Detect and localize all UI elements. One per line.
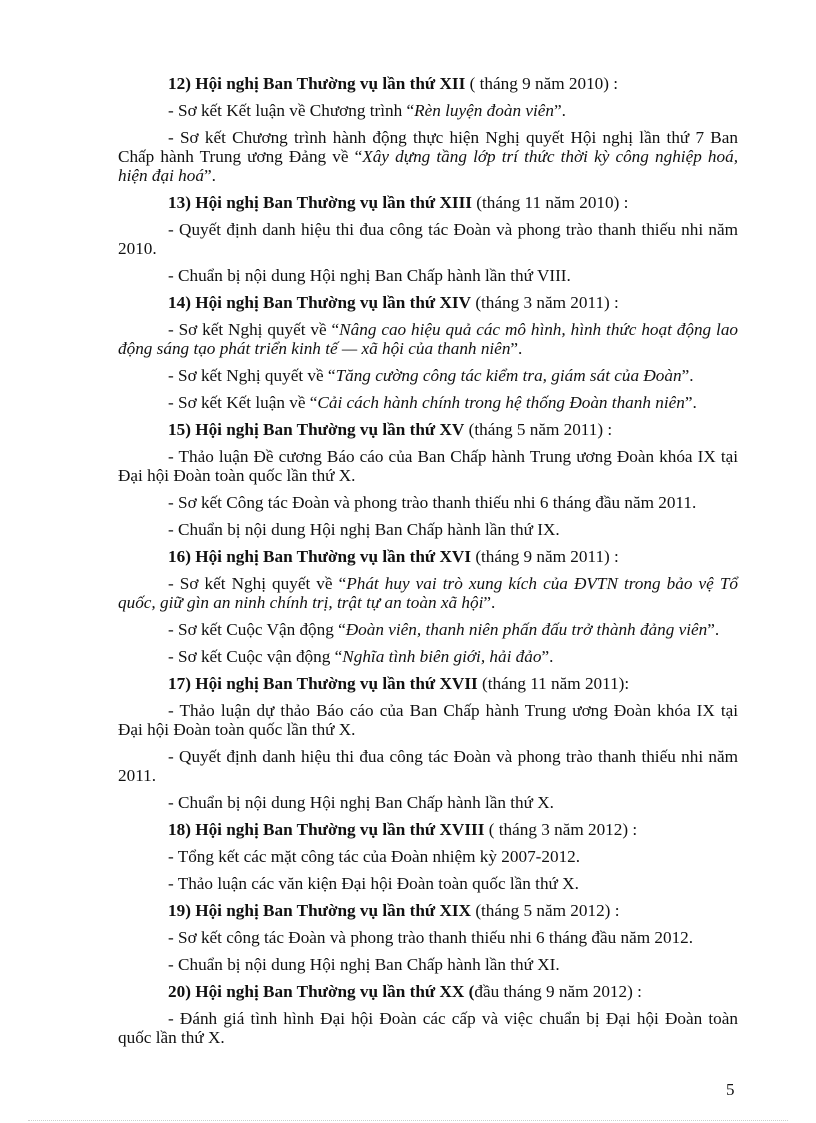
list-item [118,101,738,120]
list-item [118,874,738,893]
section-heading-title: 17) Hội nghị Ban Thường vụ lần thứ XVII [168,674,478,693]
document-body [118,74,738,1055]
list-item-italic-text: Nâng cao hiệu quả các mô hình, hình thức hoạt động lao động sáng tạo phát triển kinh tế — xã hội của thanh niên [118,320,739,358]
section-heading [118,547,738,566]
list-item [118,747,738,785]
section-heading-date: ( tháng 3 năm 2012) : [484,820,638,839]
list-item-pre-text: - Chuẩn bị nội dung Hội nghị Ban Chấp hành lần thứ VIII. [168,266,571,285]
list-item-pre-text: - Thảo luận dự thảo Báo cáo của Ban Chấp hành Trung ương Đoàn khóa IX tại Đại hội Đoàn toàn quốc lần thứ X. [118,701,738,739]
section-heading [118,901,738,920]
list-item [118,701,738,739]
list-item-pre-text: - Chuẩn bị nội dung Hội nghị Ban Chấp hành lần thứ X. [168,793,554,812]
section-heading [118,193,738,212]
list-item [118,1009,738,1047]
list-item-post-text: ”. [510,339,523,358]
list-item-pre-text: - Quyết định danh hiệu thi đua công tác Đoàn và phong trào thanh thiếu nhi năm 2010. [118,220,738,258]
list-item-pre-text: - Sơ kết Cuộc vận động “ [168,647,343,666]
list-item-pre-text: - Sơ kết Nghị quyết về “ [168,366,336,385]
list-item-italic-text: Rèn luyện đoàn viên [414,101,554,120]
section-heading-date: (tháng 3 năm 2011) : [471,293,619,312]
list-item-pre-text: - Sơ kết Chương trình hành động thực hiện Nghị quyết Hội nghị lần thứ 7 Ban Chấp hành Trung ương Đảng về “ [118,128,738,166]
section-heading-title: 12) Hội nghị Ban Thường vụ lần thứ XII [168,74,466,93]
footer-divider [28,1120,788,1121]
list-item [118,520,738,539]
section-heading [118,820,738,839]
list-item-italic-text: Cải cách hành chính trong hệ thống Đoàn thanh niên [317,393,685,412]
section-heading-date: ( tháng 9 năm 2010) : [465,74,619,93]
list-item-post-text: ”. [203,166,216,185]
section-heading-date: (tháng 11 năm 2010) : [471,193,629,212]
list-item-pre-text: - Quyết định danh hiệu thi đua công tác Đoàn và phong trào thanh thiếu nhi năm 2011. [118,747,738,785]
list-item-pre-text: - Sơ kết Kết luận về “ [168,393,318,412]
section-heading-date: (tháng 11 năm 2011): [477,674,630,693]
list-item-pre-text: - Thảo luận các văn kiện Đại hội Đoàn toàn quốc lần thứ X. [168,874,579,893]
section-heading [118,674,738,693]
section-heading [118,420,738,439]
list-item [118,447,738,485]
list-item [118,847,738,866]
section-heading-date: (tháng 9 năm 2011) : [471,547,619,566]
list-item-pre-text: - Đánh giá tình hình Đại hội Đoàn các cấp và việc chuẩn bị Đại hội Đoàn toàn quốc lần thứ X. [118,1009,738,1047]
list-item-pre-text: - Chuẩn bị nội dung Hội nghị Ban Chấp hành lần thứ XI. [168,955,560,974]
list-item-italic-text: Tăng cường công tác kiểm tra, giám sát của Đoàn [335,366,682,385]
list-item-italic-text: Phát huy vai trò xung kích của ĐVTN trong bảo vệ Tổ quốc, giữ gìn an ninh chính trị, trật tự an toàn xã hội [118,574,739,612]
list-item [118,266,738,285]
list-item [118,955,738,974]
section-heading [118,293,738,312]
page-number: 5 [726,1080,735,1099]
list-item [118,793,738,812]
list-item-pre-text: - Tổng kết các mặt công tác của Đoàn nhiệm kỳ 2007-2012. [168,847,581,866]
list-item [118,366,738,385]
list-item-pre-text: - Sơ kết Nghị quyết về “ [168,574,347,593]
list-item-italic-text: Xây dựng tầng lớp trí thức thời kỳ công nghiệp hoá, hiện đại hoá [118,147,738,185]
list-item-italic-text: Nghĩa tình biên giới, hải đảo [342,647,542,666]
section-heading [118,982,738,1001]
list-item-post-text: ”. [684,393,697,412]
list-item-post-text: ”. [541,647,554,666]
section-heading-date: (tháng 5 năm 2012) : [471,901,620,920]
section-heading-title: 20) Hội nghị Ban Thường vụ lần thứ XX ( [168,982,475,1001]
list-item-post-text: ”. [553,101,566,120]
section-heading-date: đầu tháng 9 năm 2012) : [474,982,642,1001]
list-item-pre-text: - Thảo luận Đề cương Báo cáo của Ban Chấp hành Trung ương Đoàn khóa IX tại Đại hội Đoàn toàn quốc lần thứ X. [118,447,738,485]
section-heading-title: 13) Hội nghị Ban Thường vụ lần thứ XIII [168,193,472,212]
list-item-pre-text: - Sơ kết Công tác Đoàn và phong trào thanh thiếu nhi 6 tháng đầu năm 2011. [168,493,697,512]
section-heading-title: 16) Hội nghị Ban Thường vụ lần thứ XVI [168,547,472,566]
list-item [118,620,738,639]
list-item [118,220,738,258]
list-item-post-text: ”. [483,593,496,612]
list-item-pre-text: - Sơ kết Kết luận về Chương trình “ [168,101,415,120]
list-item [118,320,738,358]
section-heading-title: 14) Hội nghị Ban Thường vụ lần thứ XIV [168,293,472,312]
list-item-post-text: ”. [681,366,694,385]
list-item-pre-text: - Sơ kết Nghị quyết về “ [168,320,340,339]
section-heading [118,74,738,93]
list-item [118,128,738,185]
list-item [118,928,738,947]
section-heading-date: (tháng 5 năm 2011) : [464,420,613,439]
list-item-post-text: ”. [707,620,720,639]
section-heading-title: 18) Hội nghị Ban Thường vụ lần thứ XVIII [168,820,485,839]
list-item [118,574,738,612]
list-item-pre-text: - Sơ kết Cuộc Vận động “ [168,620,346,639]
list-item-italic-text: Đoàn viên, thanh niên phấn đấu trở thành đảng viên [345,620,708,639]
list-item-pre-text: - Chuẩn bị nội dung Hội nghị Ban Chấp hành lần thứ IX. [168,520,560,539]
list-item [118,647,738,666]
list-item [118,393,738,412]
list-item-pre-text: - Sơ kết công tác Đoàn và phong trào thanh thiếu nhi 6 tháng đầu năm 2012. [168,928,694,947]
list-item [118,493,738,512]
section-heading-title: 15) Hội nghị Ban Thường vụ lần thứ XV [168,420,465,439]
section-heading-title: 19) Hội nghị Ban Thường vụ lần thứ XIX [168,901,472,920]
